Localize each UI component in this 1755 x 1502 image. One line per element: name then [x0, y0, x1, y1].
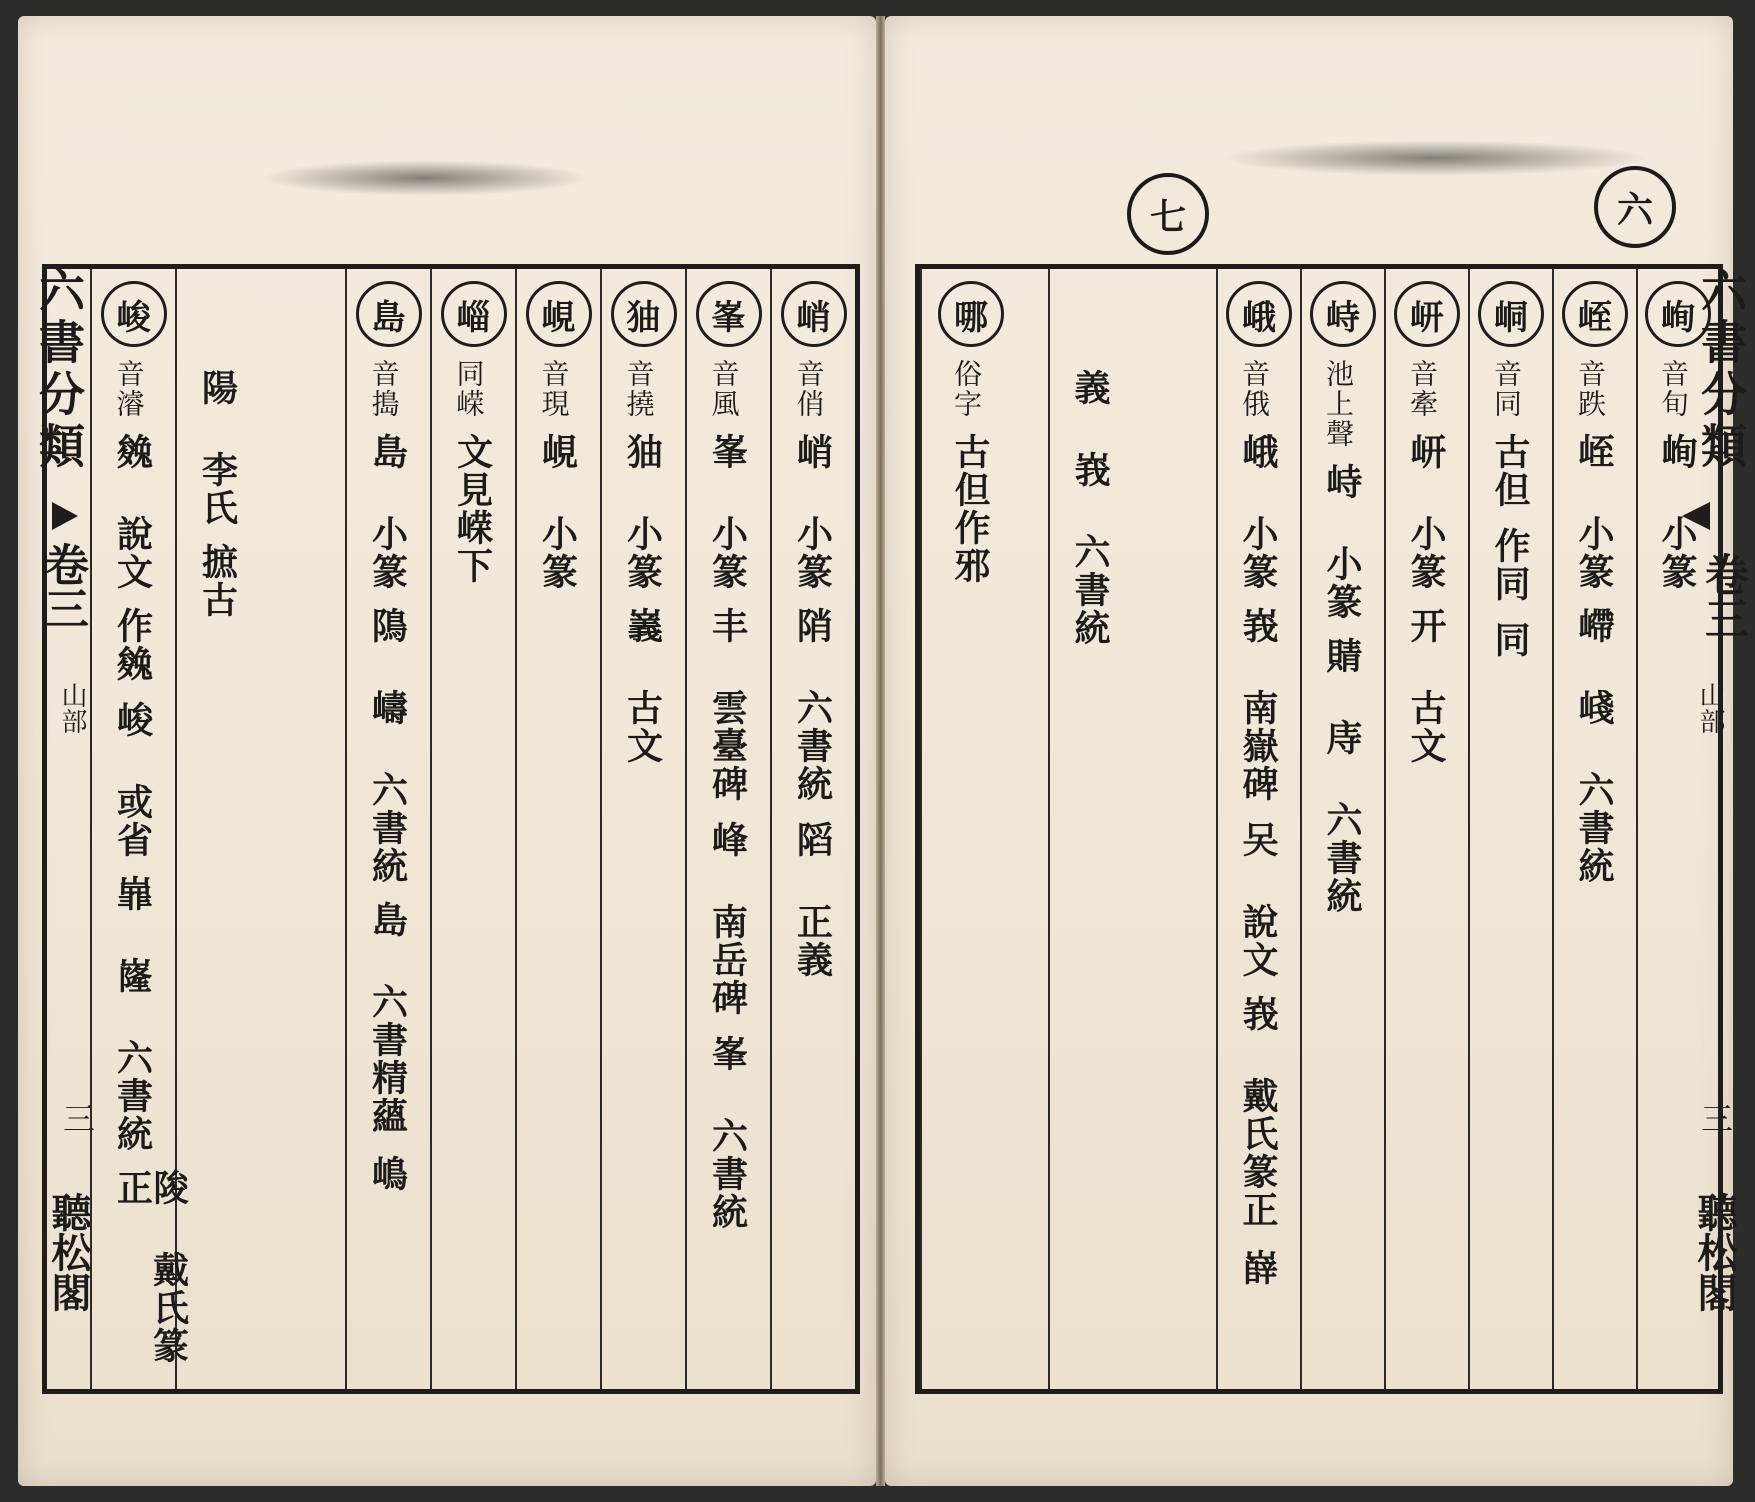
- head-character-circle: 峭: [781, 281, 847, 347]
- head-character-circle: 島: [356, 281, 422, 347]
- entry-text: 池上聲: [1322, 359, 1355, 449]
- entry-text: 陖 戴氏篆正: [111, 1169, 190, 1365]
- right-column: [1300, 269, 1384, 1389]
- entry-text: 峨 小篆: [1237, 433, 1279, 591]
- right-column: [920, 269, 1020, 1389]
- head-character-circle: 峋: [1645, 281, 1711, 347]
- entry-text: 峋 小篆: [1656, 433, 1698, 591]
- entry-text: 義 峩 六書統: [1069, 369, 1111, 647]
- left-column: [685, 269, 770, 1389]
- entry-text: 同: [1489, 621, 1531, 659]
- head-character-circle: 哪: [938, 281, 1004, 347]
- margin-leaf-number: 三: [58, 1102, 96, 1134]
- entry-text: 峙 小篆: [1321, 463, 1363, 621]
- page-number-seven: 七: [1127, 173, 1209, 255]
- entry-text: 峴 小篆: [536, 433, 579, 591]
- head-character-circle: 㹨: [611, 281, 677, 347]
- margin-volume: 卷三: [37, 542, 88, 630]
- entry-text: 音風: [707, 359, 741, 419]
- ink-smudge: [1220, 140, 1650, 176]
- entry-text: 俗字: [950, 359, 983, 419]
- entry-text: 作㕙: [111, 607, 154, 683]
- entry-text: 古但: [1489, 433, 1531, 509]
- margin-publisher: 聽松閣: [1691, 1192, 1738, 1312]
- entry-text: 音濬: [112, 359, 146, 419]
- entry-text: 同嵘: [452, 359, 486, 419]
- right-margin: [1680, 262, 1748, 1392]
- left-column: [515, 269, 600, 1389]
- entry-text: 峯 六書統: [706, 1035, 749, 1231]
- entry-text: 㕙 說文: [111, 433, 154, 591]
- head-character-circle: 崰: [441, 281, 507, 347]
- entry-text: 音搗: [367, 359, 401, 419]
- margin-volume: 卷三: [1697, 552, 1748, 640]
- entry-text: 陽 李氏: [196, 369, 239, 527]
- entry-text: 嶋: [366, 1155, 409, 1193]
- page-number-six: 六: [1594, 166, 1676, 248]
- head-character-circle: 峨: [1226, 281, 1292, 347]
- entry-text: 峰 南岳碑: [706, 821, 749, 1017]
- entry-text: 岍 小篆: [1405, 433, 1447, 591]
- left-column: [770, 269, 855, 1389]
- left-column: [430, 269, 515, 1389]
- right-column: [1552, 269, 1636, 1389]
- left-column: [345, 269, 430, 1389]
- entry-text: 音跌: [1574, 359, 1607, 419]
- entry-text: 丰 雲臺碑: [706, 607, 749, 803]
- entry-text: 开 古文: [1405, 607, 1447, 765]
- entry-text: 㠑 嶐 六書統: [111, 875, 154, 1153]
- fishtail-mark: [1682, 502, 1710, 530]
- entry-text: 音撓: [622, 359, 656, 419]
- entry-text: 峌 小篆: [1573, 433, 1615, 591]
- entry-text: 作同: [1489, 527, 1531, 603]
- entry-text: 䝼 庤 六書統: [1321, 637, 1363, 915]
- entry-text: 陗 六書統: [791, 607, 834, 803]
- right-column: [1048, 269, 1132, 1389]
- entry-text: 摭古: [196, 543, 239, 619]
- head-character-circle: 峯: [696, 281, 762, 347]
- entry-text: 峻 或省: [111, 701, 154, 859]
- entry-text: 古但作邪: [949, 433, 991, 585]
- entry-text: 島 六書精蘊: [366, 901, 409, 1135]
- left-column: [90, 269, 190, 1389]
- entry-text: 嶭: [1237, 1249, 1279, 1287]
- entry-text: 文見嵘下: [451, 433, 494, 585]
- entry-text: 島 小篆: [366, 433, 409, 591]
- entry-text: 音旬: [1657, 359, 1690, 419]
- entry-text: 音俄: [1238, 359, 1271, 419]
- entry-text: 音俏: [792, 359, 826, 419]
- right-column: [1384, 269, 1468, 1389]
- right-column: [1468, 269, 1552, 1389]
- book-gutter: [876, 16, 885, 1486]
- entry-text: 㹨 小篆: [621, 433, 664, 591]
- margin-section: 山部: [1695, 682, 1725, 734]
- entry-text: 㕦 說文: [1237, 821, 1279, 979]
- margin-leaf-number: 三: [1696, 1102, 1734, 1134]
- left-column: [600, 269, 685, 1389]
- head-character-circle: 岍: [1394, 281, 1460, 347]
- margin-title: 六書分類: [1694, 266, 1748, 474]
- entry-text: 音牽: [1406, 359, 1439, 419]
- head-character-circle: 峙: [1310, 281, 1376, 347]
- head-character-circle: 峴: [526, 281, 592, 347]
- head-character-circle: 峻: [101, 281, 167, 347]
- entry-text: 峩 南嶽碑: [1237, 607, 1279, 803]
- entry-text: 峩 戴氏篆正: [1237, 995, 1279, 1229]
- margin-publisher: 聽松閣: [45, 1192, 92, 1312]
- entry-text: 音現: [537, 359, 571, 419]
- head-character-circle: 峒: [1478, 281, 1544, 347]
- entry-text: 嵽 㟞 六書統: [1573, 607, 1615, 885]
- right-column: [1216, 269, 1300, 1389]
- head-character-circle: 峌: [1562, 281, 1628, 347]
- margin-title: 六書分類: [32, 266, 86, 474]
- entry-text: 音同: [1490, 359, 1523, 419]
- entry-text: 峭 小篆: [791, 433, 834, 591]
- entry-text: 峯 小篆: [706, 433, 749, 591]
- entry-text: 䧟 正義: [791, 821, 834, 979]
- margin-section: 山部: [57, 682, 87, 734]
- entry-text: 㠖 古文: [621, 607, 664, 765]
- entry-text: 隝 嶹 六書統: [366, 607, 409, 885]
- ink-smudge: [260, 160, 590, 196]
